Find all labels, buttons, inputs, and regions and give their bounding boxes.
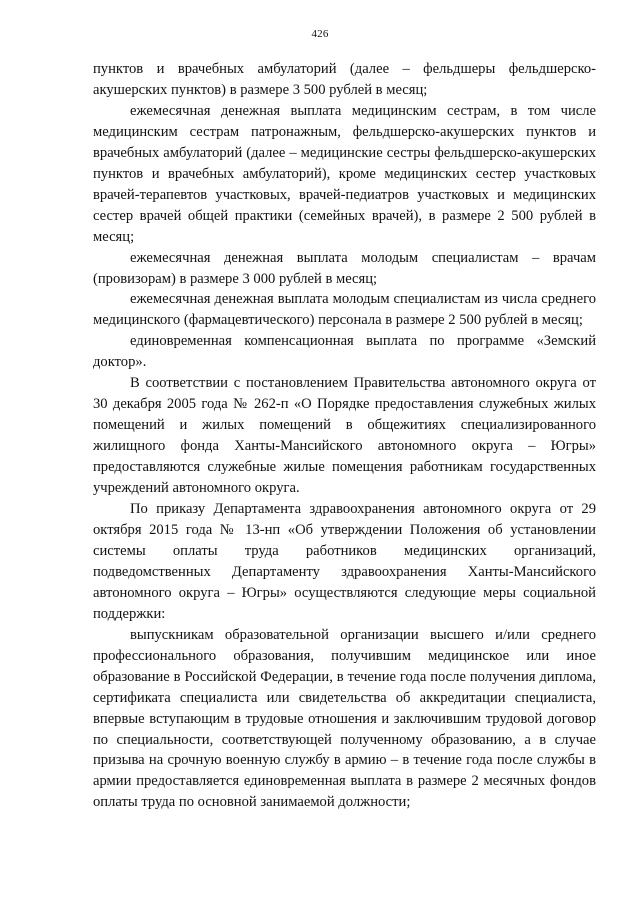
page-number: 426	[311, 28, 329, 40]
paragraph: ежемесячная денежная выплата медицинским сестрам, в том числе медицинским сестрам патронажным, фельдшерско-акушерских пунктов и врачебных амбулаторий (далее – медицинские сестры фельдшерско-акушерских пунктов и врачебных амбулаторий), кроме медицинских сестер участковых врачей-терапевтов участковых, врачей-педиатров участковых и медицинских сестер врачей общей практики (семейных врачей), в размере 2 500 рублей в месяц;	[93, 102, 596, 245]
document-body	[93, 59, 596, 813]
paragraph: единовременная компенсационная выплата по программе «Земский доктор».	[93, 333, 596, 371]
paragraph: ежемесячная денежная выплата молодым специалистам – врачам (провизорам) в размере 3 000 рублей в месяц;	[93, 249, 596, 287]
paragraph: выпускникам образовательной организации высшего и/или среднего профессионального образования, получившим медицинское или иное образование в Российской Федерации, в течение года после получения диплома, сертификата специалиста или свидетельства об аккредитации специалиста, впервые вступающим в трудовые отношения и заключившим трудовой договор по специальности, соответствующей полученному образованию, а в случае призыва на срочную военную службу в армию – в течение года после службы в армии предоставляется единовременная выплата в размере 2 месячных фондов оплаты труда по основной занимаемой должности;	[93, 626, 596, 811]
paragraph: В соответствии с постановлением Правительства автономного округа от 30 декабря 2005 года № 262-п «О Порядке предоставления служебных жилых помещений и жилых помещений в общежитиях специализированного жилищного фонда Ханты-Мансийского автономного округа – Югры» предоставляются служебные жилые помещения работникам государственных учреждений автономного округа.	[93, 375, 596, 497]
paragraph: ежемесячная денежная выплата молодым специалистам из числа среднего медицинского (фармацевтического) персонала в размере 2 500 рублей в месяц;	[93, 291, 596, 329]
paragraph: пунктов и врачебных амбулаторий (далее – фельдшеры фельдшерско-акушерских пунктов) в размере 3 500 рублей в месяц;	[93, 61, 596, 98]
paragraph: По приказу Департамента здравоохранения автономного округа от 29 октября 2015 года № 13-нп «Об утверждении Положения об установлении системы оплаты труда работников медицинских организаций, подведомственных Департаменту здравоохранения Ханты-Мансийского автономного округа – Югры» осуществляются следующие меры социальной поддержки:	[93, 501, 596, 622]
